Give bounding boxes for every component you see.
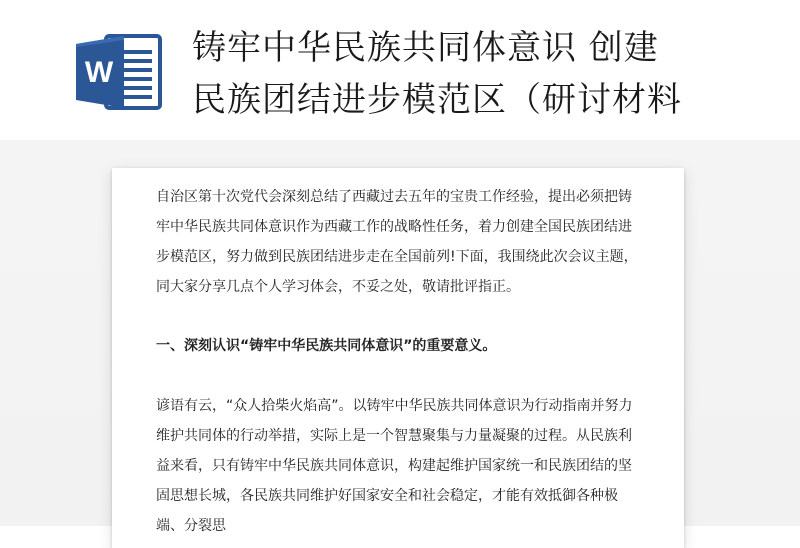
- header-banner: [0, 0, 800, 140]
- body-paragraph: 谚语有云，“众人拾柴火焰高”。以铸牢中华民族共同体意识为行动指南并努力维护共同体的行动举措，实际上是一个智慧聚集与力量凝聚的过程。从民族利益来看，只有铸牢中华民族共同体意识，构建起维护国家统一和民族团结的坚固思想长城，各民族共同维护好国家安全和社会稳定，才能有效抵御各种极端、分裂思: [156, 398, 633, 534]
- document-body: [156, 182, 644, 541]
- document-page: [112, 168, 684, 548]
- word-document-icon: [76, 32, 164, 112]
- svg-text:W: W: [84, 56, 114, 89]
- section-heading: 一、深刻认识“铸牢中华民族共同体意识”的重要意义。: [156, 338, 497, 354]
- body-paragraph: 自治区第十次党代会深刻总结了西藏过去五年的宝贵工作经验，提出必须把铸牢中华民族共同体意识作为西藏工作的战略性任务，着力创建全国民族团结进步模范区，努力做到民族团结进步走在全国前列!下面，我围绕此次会议主题，同大家分享几点个人学习体会，不妥之处，敬请批评指正。: [156, 189, 638, 295]
- title-line-2: 民族团结进步模范区（研讨材料: [192, 80, 682, 120]
- document-title: [192, 22, 792, 126]
- title-line-1: 铸牢中华民族共同体意识 创建: [192, 28, 659, 68]
